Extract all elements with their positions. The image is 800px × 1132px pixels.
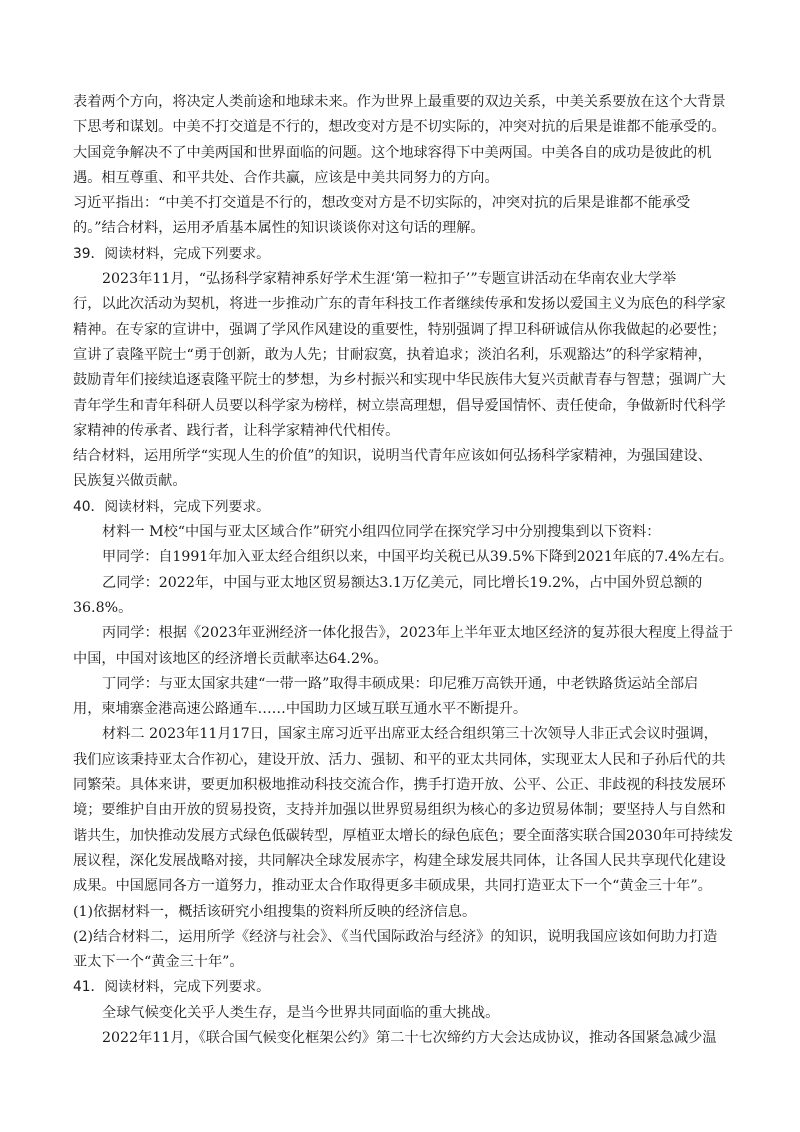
text-line: 2022年11月，《联合国气候变化框架公约》第二十七次缔约方大会达成协议，推动各国紧急减少温 — [102, 1029, 717, 1046]
text-line: 习近平指出：“中美不打交道是不行的，想改变对方是不切实际的，冲突对抗的后果是谁都不能承受 — [73, 195, 691, 212]
text-line: 成果。中国愿同各方一道努力，推动亚太合作取得更多丰硕成果，共同打造亚太下一个“黄金三十年”。 — [73, 878, 712, 895]
text-line: 表着两个方向，将决定人类前途和地球未来。作为世界上最重要的双边关系，中美关系要放在这个大背景 — [73, 94, 726, 110]
text-line: 全球气候变化关乎人类生存，是当今世界共同面临的重大挑战。 — [102, 1004, 500, 1021]
text-line: 中国，中国对该地区的经济增长贡献率达64.2%。 — [73, 650, 388, 667]
sub-question-1: (1)依据材料一，概括该研究小组搜集的资料所反映的经济信息。 — [73, 903, 477, 920]
text-line: 丙同学：根据《2023年亚洲经济一体化报告》，2023年上半年亚太地区经济的复苏很大程度上得益于 — [102, 625, 733, 642]
text-line: 2023年11月，“弘扬科学家精神系好学术生涯‘第一粒扣子’”专题宣讲活动在华南农业大学举 — [102, 271, 677, 288]
text-line: 大国竞争解决不了中美两国和世界面临的问题。这个地球容得下中美两国。中美各自的成功是彼此的机 — [73, 144, 712, 161]
text-line: 材料一 M校“中国与亚太区域合作”研究小组四位同学在探究学习中分别搜集到以下资料： — [102, 524, 661, 541]
question-heading-39: 39．阅读材料，完成下列要求。 — [73, 245, 270, 262]
text-line: 同繁荣。具体来讲，要更加积极地推动科技交流合作，携手打造开放、公平、公正、非歧视的科技发展环 — [73, 777, 726, 794]
text-line: 36.8%。 — [73, 599, 133, 616]
text-line: 行，以此次活动为契机，将进一步推动广东的青年科技工作者继续传承和发扬以爱国主义为底色的科学家 — [73, 296, 726, 313]
text-line: 鼓励青年们接续追逐袁隆平院士的梦想，为乡村振兴和实现中华民族伟大复兴贡献青春与智慧；强调广大 — [73, 372, 726, 389]
text-line: 境；要维护自由开放的贸易投资，支持并加强以世界贸易组织为核心的多边贸易体制；要坚持人与自然和 — [73, 802, 726, 819]
question-heading-41: 41．阅读材料，完成下列要求。 — [73, 979, 270, 996]
text-line: 谐共生，加快推动发展方式绿色低碳转型，厚植亚太增长的绿色底色；要全面落实联合国2030年可持续发 — [73, 827, 733, 844]
text-line: 乙同学：2022年，中国与亚太地区贸易额达3.1万亿美元，同比增长19.2%，占中国外贸总额的 — [102, 574, 703, 591]
text-line: 家精神的传承者、践行者，让科学家精神代代相传。 — [73, 422, 400, 439]
text-line: 丁同学：与亚太国家共建“一带一路”取得丰硕成果：印尼雅万高铁开通，中老铁路货运站全部启 — [102, 675, 699, 692]
text-line: 甲同学：自1991年加入亚太经合组织以来，中国平均关税已从39.5%下降到2021年底的7.4%左右。 — [102, 549, 734, 566]
text-line: 民族复兴做贡献。 — [73, 473, 187, 490]
text-line: 下思考和谋划。中美不打交道是不行的，想改变对方是不切实际的，冲突对抗的后果是谁都不能承受的。 — [73, 119, 726, 136]
text-line: 精神。在专家的宣讲中，强调了学风作风建设的重要性，特别强调了捍卫科研诚信从你我做起的必要性； — [73, 321, 726, 338]
text-line: 亚太下一个“黄金三十年”。 — [73, 954, 244, 971]
text-line: 材料二 2023年11月17日，国家主席习近平出席亚太经合组织第三十次领导人非正式会议时强调， — [102, 726, 718, 743]
sub-question-2: (2)结合材料二，运用所学《经济与社会》、《当代国际政治与经济》的知识，说明我国应该如何助力打造 — [73, 928, 718, 945]
text-line: 展议程，深化发展战略对接，共同解决全球发展赤字，构建全球发展共同体，让各国人民共享现代化建设 — [73, 852, 726, 869]
text-line: 青年学生和青年科研人员要以科学家为榜样，树立崇高理想，倡导爱国情怀、责任使命，争做新时代科学 — [73, 397, 726, 414]
text-line: 遇。相互尊重、和平共处、合作共赢，应该是中美共同努力的方向。 — [73, 169, 499, 186]
text-line: 用，柬埔寨金港高速公路通车……中国助力区域互联互通水平不断提升。 — [73, 701, 528, 718]
text-line: 的。”结合材料，运用矛盾基本属性的知识谈谈你对这句话的理解。 — [73, 220, 485, 237]
text-line: 宣讲了袁隆平院士“勇于创新，敢为人先；甘耐寂寞，执着追求；淡泊名利，乐观豁达”的科学家精神， — [73, 346, 712, 363]
question-heading-40: 40．阅读材料，完成下列要求。 — [73, 498, 270, 515]
text-line: 我们应该秉持亚太合作初心，建设开放、活力、强韧、和平的亚太共同体，实现亚太人民和子孙后代的共 — [73, 751, 726, 768]
text-line: 结合材料，运用所学“实现人生的价值”的知识，说明当代青年应该如何弘扬科学家精神，为强国建设、 — [73, 448, 712, 465]
document-page — [73, 90, 733, 1051]
